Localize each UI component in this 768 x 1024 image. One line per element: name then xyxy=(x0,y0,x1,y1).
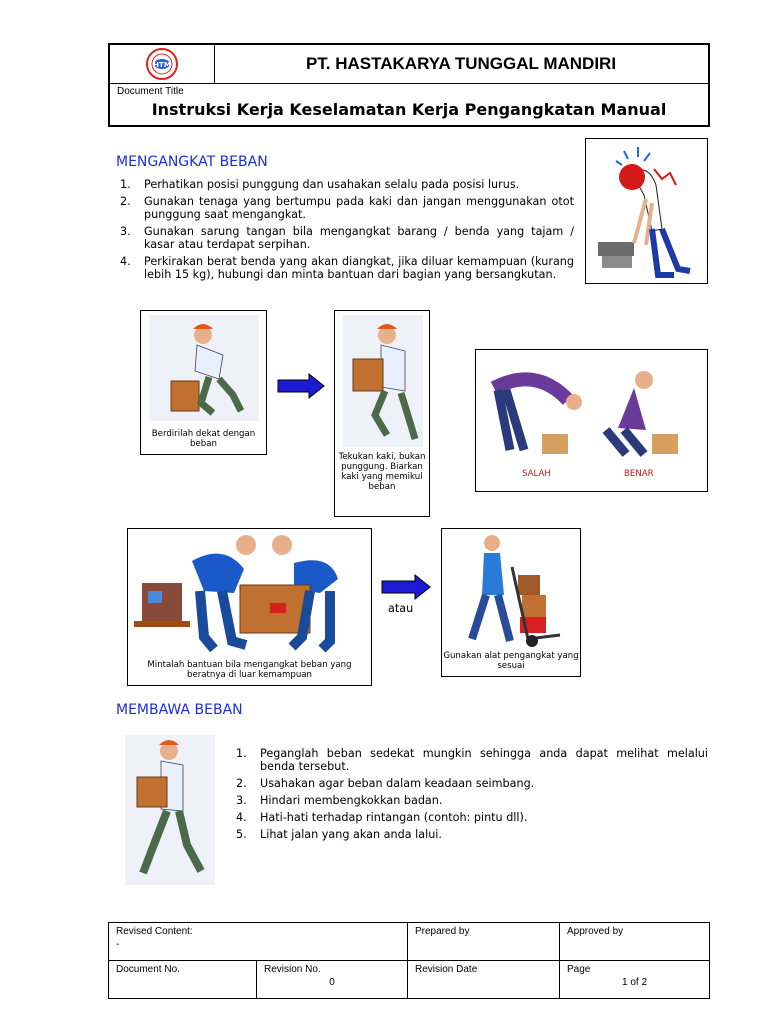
wrong-label: SALAH xyxy=(522,469,551,479)
page-value: 1 of 2 xyxy=(621,977,648,988)
list-item: 1. Perhatikan posisi punggung dan usahakan selalu pada posisi lurus. xyxy=(120,178,520,191)
bend-knees-figure xyxy=(334,310,430,517)
list-item: 5. Lihat jalan yang akan anda lalui. xyxy=(236,828,442,841)
arrow-right-icon xyxy=(381,574,431,600)
header-top-row xyxy=(110,45,708,84)
team-lift-figure xyxy=(127,528,372,686)
footer-table xyxy=(108,922,710,999)
stand-close-illustration xyxy=(149,315,259,421)
section1-list xyxy=(116,178,574,285)
revision-no-cell xyxy=(257,961,408,998)
revision-no-label: Revision No. xyxy=(264,964,321,975)
doc-title-label: Document Title xyxy=(117,86,184,97)
wrong-right-figure xyxy=(475,349,708,492)
logo-text: HTM xyxy=(153,61,171,69)
list-item: 3. Gunakan sarung tangan bila mengangkat barang / benda yang tajam / kasar atau terdapat serpihan. xyxy=(120,225,574,251)
list-item: 4. Perkirakan berat benda yang akan diangkat, jika diluar kemampuan (kurang lebih 15 kg), hubungi dan minta bantuan dari bagian yang bersangkutan. xyxy=(120,255,574,281)
fig1-caption: Berdirilah dekat dengan beban xyxy=(151,429,256,449)
approved-by-label: Approved by xyxy=(567,926,624,937)
logo-cell xyxy=(110,45,215,83)
stand-close-figure xyxy=(140,310,267,455)
fig4-caption: Mintalah bantuan bila mengangkat beban yang beratnya di luar kemampuan xyxy=(147,660,352,680)
list-item: 2. Usahakan agar beban dalam keadaan seimbang. xyxy=(236,777,535,790)
bend-knees-illustration xyxy=(343,315,423,447)
fig5-caption: Gunakan alat pengangkat yang sesuai xyxy=(443,651,579,671)
prepared-by-cell xyxy=(408,923,560,961)
wrong-right-illustration xyxy=(476,350,707,491)
document-no-label: Document No. xyxy=(116,964,180,975)
section2-title: MEMBAWA BEBAN xyxy=(116,702,243,718)
carrying-illustration xyxy=(125,735,215,885)
section1-title: MENGANGKAT BEBAN xyxy=(116,154,268,170)
company-name: PT. HASTAKARYA TUNGGAL MANDIRI xyxy=(305,54,617,73)
doc-title: Instruksi Kerja Keselamatan Kerja Pengangkatan Manual xyxy=(151,100,667,119)
page-cell xyxy=(560,961,709,998)
page-label: Page xyxy=(567,964,591,975)
revision-date-cell xyxy=(408,961,560,998)
section2-list xyxy=(232,747,708,845)
trolley-illustration xyxy=(448,531,574,649)
document-no-cell xyxy=(109,961,257,998)
company-logo-icon xyxy=(110,45,214,83)
team-lift-illustration xyxy=(134,533,366,657)
right-label: BENAR xyxy=(624,469,654,479)
revised-content-cell xyxy=(109,923,408,961)
approved-by-cell xyxy=(560,923,709,961)
or-label: atau xyxy=(388,602,414,615)
fig2-caption: Tekukan kaki, bukan punggung. Biarkan kaki yang memikul beban xyxy=(338,452,426,492)
revised-content-label: Revised Content: xyxy=(116,926,193,937)
revised-content-value: - xyxy=(116,939,120,950)
document-header xyxy=(108,43,710,127)
back-pain-illustration xyxy=(586,139,707,283)
revision-date-label: Revision Date xyxy=(415,964,478,975)
list-item: 4. Hati-hati terhadap rintangan (contoh: pintu dll). xyxy=(236,811,528,824)
back-pain-figure xyxy=(585,138,708,284)
list-item: 2. Gunakan tenaga yang bertumpu pada kaki dan jangan menggunakan otot punggung saat mengangkat. xyxy=(120,195,574,221)
revision-no-value: 0 xyxy=(329,977,335,988)
list-item: 1. Peganglah beban sedekat mungkin sehingga anda dapat melihat melalui benda tersebut. xyxy=(236,747,708,773)
list-item: 3. Hindari membengkokkan badan. xyxy=(236,794,443,807)
trolley-figure xyxy=(441,528,581,677)
arrow-right-icon xyxy=(277,373,325,399)
prepared-by-label: Prepared by xyxy=(415,926,470,937)
